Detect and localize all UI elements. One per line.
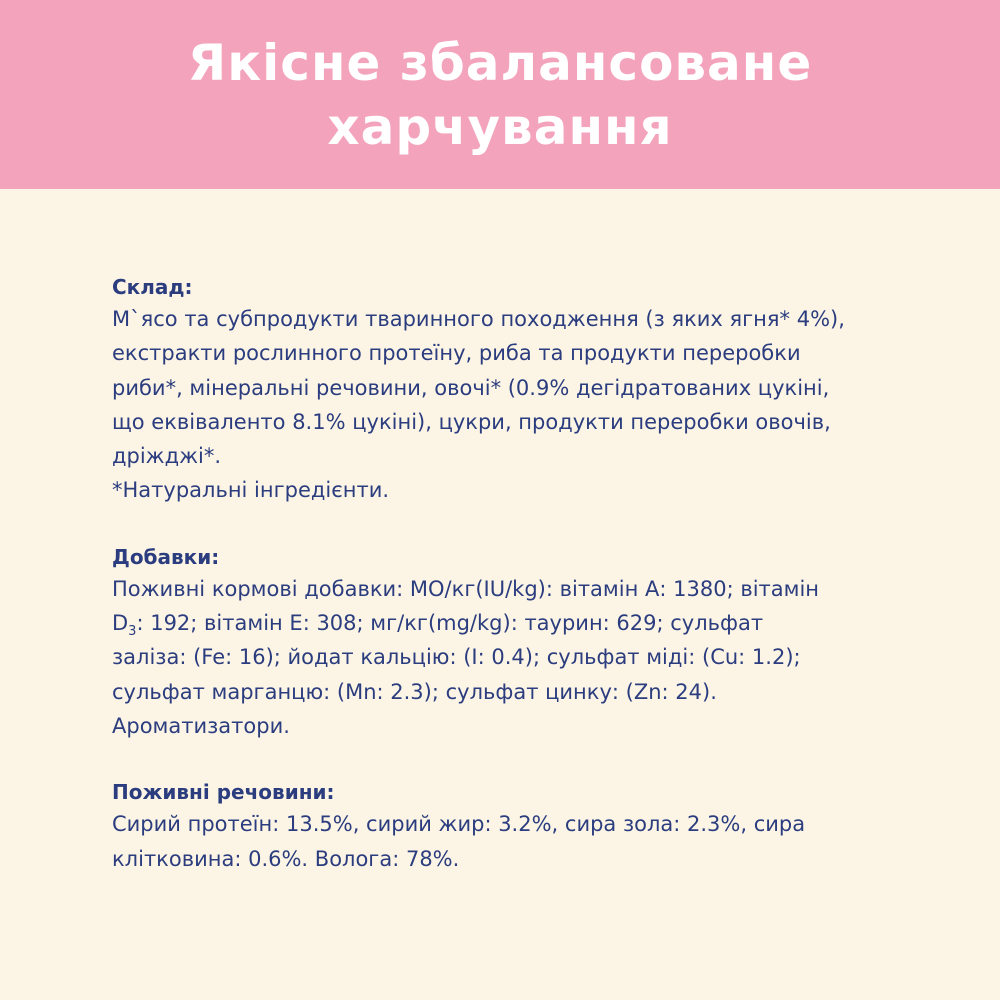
additives-line-2-text: : 192; вітамін Е: 308; мг/кг(mg/kg): таурин: 629; сульфат bbox=[136, 611, 764, 636]
nutrients-line: Сирий протеїн: 13.5%, сирий жир: 3.2%, сира зола: 2.3%, сира bbox=[112, 812, 806, 837]
composition-line: екстракти рослинного протеїну, риба та продукти переробки bbox=[112, 341, 801, 366]
composition-line: риби*, мінеральні речовини, овочі* (0.9% дегідратованих цукіні, bbox=[112, 375, 830, 400]
additives-section bbox=[112, 542, 972, 743]
vitamin-d-subscript: 3 bbox=[128, 624, 137, 640]
composition-line: що еквіваленто 8.1% цукіні), цукри, продукти переробки овочів, bbox=[112, 409, 831, 434]
additives-line: сульфат марганцю: (Mn: 2.3); сульфат цинку: (Zn: 24). bbox=[112, 679, 717, 704]
additives-line: Поживні кормові добавки: МО/кг(IU/kg): вітамін А: 1380; вітамін bbox=[112, 576, 820, 601]
nutrients-heading: Поживні речовини: bbox=[112, 780, 335, 805]
composition-heading: Склад: bbox=[112, 275, 193, 299]
composition-line: М`ясо та субпродукти тваринного походження (з яких ягня* 4%), bbox=[112, 307, 845, 331]
additives-line bbox=[112, 606, 972, 640]
additives-line: заліза: (Fe: 16); йодат кальцію: (I: 0.4); сульфат міді: (Cu: 1.2); bbox=[112, 645, 801, 670]
header-title-line-2: харчування bbox=[327, 97, 673, 156]
additives-heading: Добавки: bbox=[112, 544, 220, 569]
content bbox=[112, 272, 972, 876]
header-banner bbox=[0, 0, 1000, 189]
natural-ingredients-note: *Натуральні інгредієнти. bbox=[112, 478, 390, 503]
composition-section bbox=[112, 272, 972, 508]
vitamin-d-letter: D bbox=[112, 611, 129, 636]
additives-line: Ароматизатори. bbox=[112, 713, 290, 738]
nutrients-section bbox=[112, 777, 972, 876]
header-title-line-1: Якісне збалансоване bbox=[187, 33, 813, 92]
composition-line: дріжджі*. bbox=[112, 444, 222, 469]
nutrients-line: клітковина: 0.6%. Волога: 78%. bbox=[112, 846, 460, 871]
